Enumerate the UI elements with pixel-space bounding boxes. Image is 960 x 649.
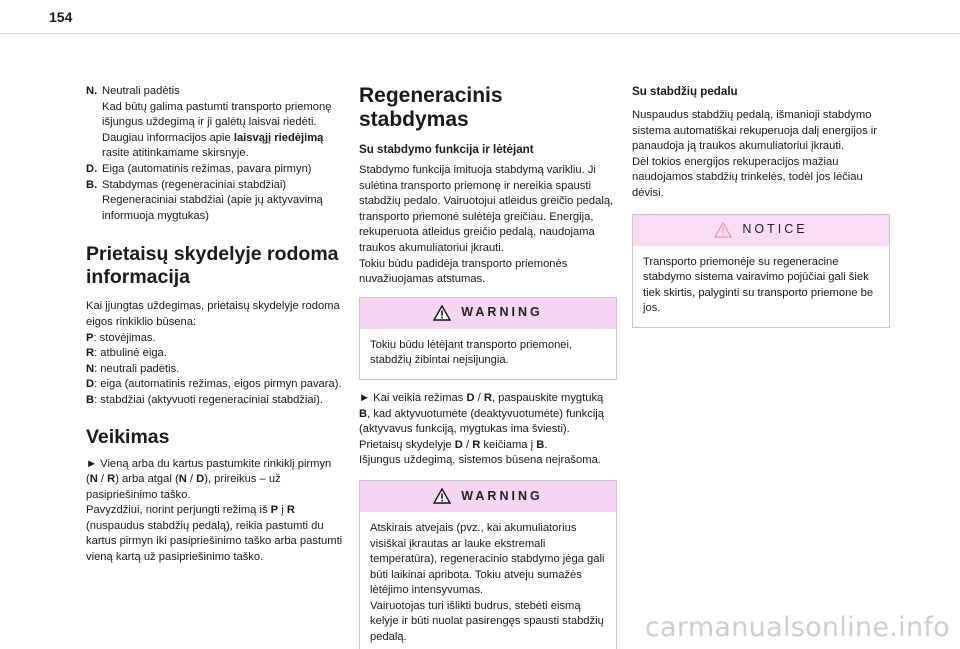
warning-icon xyxy=(433,305,451,321)
paragraph: Tokiu būdu padidėja transporto priemonės nuvažiuojamas atstumas. xyxy=(359,257,568,286)
status-item: P: stovėjimas. xyxy=(86,331,156,344)
definition-b xyxy=(86,178,344,225)
warning-box xyxy=(359,480,617,649)
free-rolling-reference: laisvąjį riedėjimą xyxy=(233,131,324,144)
subheading-brake-pedal: Su stabdžių pedalu xyxy=(632,85,738,98)
notice-header xyxy=(633,215,889,246)
paragraph: Stabdymo funkcija imituoja stabdymą varikliu. Ji sulėtina transporto priemonę ir nereikia spausti stabdžių pedalo. Vairuotojui atleidus greičio pedalą, transporto priemonė sulėtėja greičiau. Energija, rekuperuota atleidus greičio pedalą, naudojama traukos akumuliatoriui įkrauti. xyxy=(359,164,614,254)
warning-box xyxy=(359,297,617,380)
section-heading-instrument-panel: Prietaisų skydelyje rodoma informacija xyxy=(86,243,339,289)
column-middle xyxy=(359,84,617,649)
page-number: 154 xyxy=(49,9,73,25)
definition-title: Neutrali padėtis xyxy=(102,85,180,97)
column-left xyxy=(86,84,344,566)
status-item: R: atbulinė eiga. xyxy=(86,347,167,360)
notice-icon xyxy=(714,222,732,238)
definition-text: Kad būtų galima pastumti transporto priemonę išjungus uždegimą ir ji galėtų laisvai riedėti. xyxy=(102,100,332,129)
notice-box xyxy=(632,214,890,328)
definition-text: Eiga (automatinis režimas, pavara pirmyn) xyxy=(102,162,312,175)
definition-key: N. xyxy=(86,85,98,97)
definition-more: Daugiau informacijos apie laisvąjį riedėjimą rasite atitinkamame skirsnyje. xyxy=(102,131,324,160)
status-item: D: eiga (automatinis režimas, eigos pirmyn pavara). xyxy=(86,378,342,391)
definition-key: B. xyxy=(86,178,98,191)
paragraph: Kai įjungtas uždegimas, prietaisų skydelyje rodoma eigos rinkiklio būsena: xyxy=(86,300,340,328)
header-divider xyxy=(0,33,960,34)
instruction-step: ► Kai veikia režimas D / R, paspauskite mygtuką B, kad aktyvuotumėte (deaktyvuotumėte) funkciją (aktyvavus funkciją, mygtukas ima šviesti). xyxy=(359,391,605,436)
paragraph: Dėl tokios energijos rekuperacijos mažiau naudojamos stabdžių trinkelės, todėl jos lėčiau dėvisi. xyxy=(632,155,863,199)
warning-text: Atskirais atvejais (pvz., kai akumuliatorius visiškai įkrautas ar lauke ekstremali temperatūra), regeneracinio stabdymo jėga gali būti laikinai apribota. Tokiu atveju sumažės lėtėjimo intensyvumas. xyxy=(370,521,605,597)
notice-title: NOTICE xyxy=(742,222,808,237)
warning-icon xyxy=(433,488,451,504)
definition-n xyxy=(86,84,344,162)
status-item: B: stabdžiai (aktyvuoti regeneraciniai stabdžiai). xyxy=(86,393,323,406)
warning-title: WARNING xyxy=(461,488,543,503)
warning-text: Tokiu būdu lėtėjant transporto priemonei, stabdžių žibintai neįsijungia. xyxy=(370,338,573,367)
paragraph: Pavyzdžiui, norint perjungti režimą iš P į R (nuspaudus stabdžių pedalą), reikia pastumti du kartus pirmyn iki pasipriešinimo taško arba pastumti vieną kartą už pasipriešinimo taško. xyxy=(86,504,343,564)
subheading-deceleration: Su stabdymo funkcija ir lėtėjant xyxy=(359,143,534,156)
definition-text: Regeneraciniai stabdžiai (apie jų aktyvavimą informuoja mygtukas) xyxy=(102,194,323,222)
warning-header xyxy=(360,298,616,329)
instruction-step: ► Vieną arba du kartus pastumkite rinkiklį pirmyn (N / R) arba atgal (N / D), prireikus – už pasipriešinimo taško. xyxy=(86,457,332,501)
warning-text: Vairuotojas turi išlikti budrus, stebėti eismą kelyje ir būti nuolat pasirengęs spausti stabdžių pedalą. xyxy=(370,599,604,644)
paragraph: Nuspaudus stabdžių pedalą, išmanioji stabdymo sistema automatiškai rekuperuoja dalį energijos ir panaudoja ją traukos akumuliatoriui įkrauti. xyxy=(632,109,877,153)
warning-title: WARNING xyxy=(461,305,543,320)
paragraph: Išjungus uždegimą, sistemos būsena neįrašoma. xyxy=(359,454,601,467)
column-right xyxy=(632,84,890,328)
definition-d xyxy=(86,162,344,178)
paragraph: Prietaisų skydelyje D / R keičiama į B. xyxy=(359,438,548,451)
definition-text: Stabdymas (regeneraciniai stabdžiai) xyxy=(102,178,287,191)
footer-watermark: carmanualsonline.info xyxy=(644,612,950,643)
section-heading-regenerative-braking: Regeneracinis stabdymas xyxy=(359,84,503,131)
section-heading-operation: Veikimas xyxy=(86,425,170,448)
warning-header xyxy=(360,481,616,512)
status-item: N: neutrali padėtis. xyxy=(86,362,180,375)
definition-key: D. xyxy=(86,162,98,175)
notice-text: Transporto priemonėje su regeneracine stabdymo sistema vairavimo pojūčiai gali šiek tiek skirtis, palyginti su transporto priemone be jos. xyxy=(643,255,874,315)
